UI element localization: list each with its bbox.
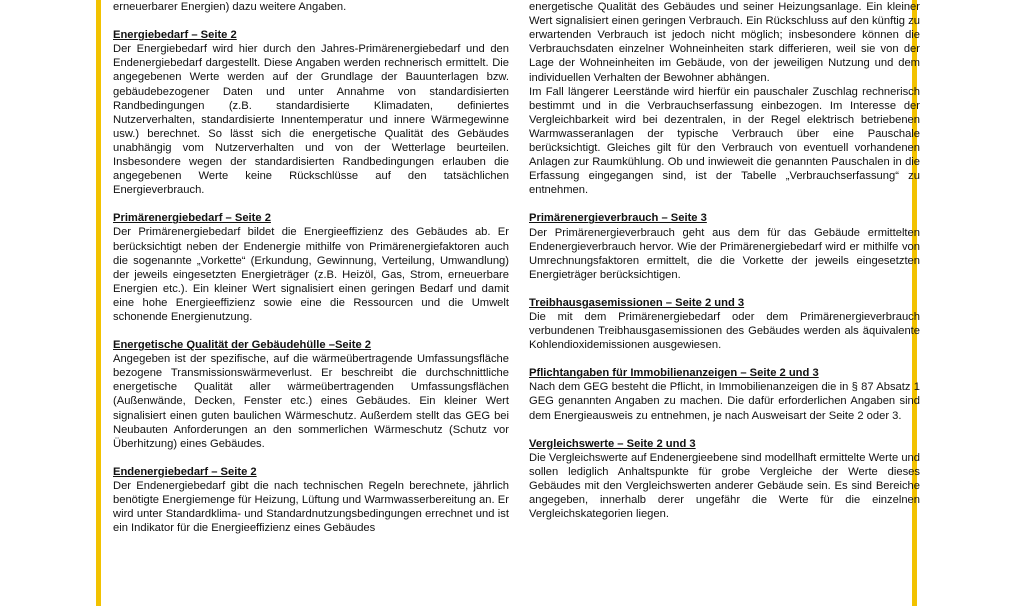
document-page [96,0,920,606]
section-heading: Endenergiebedarf – Seite 2 [113,465,257,478]
section-energiebedarf-seite-2 [113,28,509,197]
section-heading: Energiebedarf – Seite 2 [113,29,237,42]
section-paragraph: Angegeben ist der spezifische, auf die wärmeübertragende Umfassungsfläche bezogene Transmissionswärmeverlust. Er beschreibt die durchschnittliche energetische Qualität aller wärmeübertragenden Umfassungsflächen (Außenwände, Decken, Fenster etc.) eines Gebäudes. Ein kleiner Wert signalisiert einen guten baulichen Wärmeschutz. Außerdem stellt das GEG bei Neubauten Anforderungen an den sommerlichen Wärmeschutz (Schutz vor Überhitzung) eines Gebäudes. [113,353,509,450]
section-heading: Energetische Qualität der Gebäudehülle –Seite 2 [113,339,372,352]
section-heading: Primärenergieverbrauch – Seite 3 [529,212,707,225]
section-paragraph: Der Primärenergieverbrauch geht aus dem für das Gebäude ermittelten Endenergieverbrauch hervor. Wie der Primärenergiebedarf wird er mithilfe von Umrechnungsfaktoren ermittelt, die die Vorkette der jeweils eingesetzten Energieträger berücksichtigen. [529,226,920,281]
section-heading: Treibhausgasemissionen – Seite 2 und 3 [529,296,745,309]
section-heading: Pflichtangaben für Immobilienanzeigen – Seite 2 und 3 [529,367,819,380]
section-endenergiebedarf-seite-2 [113,465,509,535]
section-continued [113,0,509,14]
right-column [529,0,920,535]
section-primaerenergieverbrauch-seite-3 [529,211,920,281]
section-vergleichswerte-seite-2-und-3 [529,437,920,522]
section-paragraph: energetische Qualität des Gebäudes und seiner Heizungsanlage. Ein kleiner Wert signalisiert einen geringen Verbrauch. Ein Rückschluss auf den künftig zu erwartenden Verbrauch ist jedoch nicht möglich; insbesondere können die Verbrauchsdaten einzelner Wohneinheiten stark differieren, weil sie von der Lage der Wohneinheiten im Gebäude, von der jeweiligen Nutzung und dem individuellen Verhalten der Bewohner abhängen. [529,1,920,84]
section-heading: Primärenergiebedarf – Seite 2 [113,212,271,225]
section-paragraph: Nach dem GEG besteht die Pflicht, in Immobilienanzeigen die in § 87 Absatz 1 GEG genannten Angaben zu machen. Die dafür erforderlichen Angaben sind dem Energieausweis zu entnehmen, je nach Ausweisart der Seite 2 oder 3. [529,381,920,422]
section-continued [529,0,920,197]
section-paragraph: erneuerbarer Energien) dazu weitere Angaben. [113,1,347,14]
section-paragraph: Im Fall längerer Leerstände wird hierfür ein pauschaler Zuschlag rechnerisch bestimmt und in die Verbrauchserfassung einbezogen. Im Interesse der Vergleichbarkeit wird bei dezentralen, in der Regel elektrisch betriebenen Warmwasseranlagen der typische Verbrauch über eine Pauschale berücksichtigt. Gleiches gilt für den Verbrauch von eventuell vorhandenen Anlagen zur Raumkühlung. Ob und inwieweit die genannten Pauschalen in die Erfassung eingegangen sind, ist der Tabelle „Verbrauchserfassung“ zu entnehmen. [529,85,920,197]
left-column [113,0,509,549]
section-pflichtangaben-fuer-immobilienanzeigen-seite-2-und-3 [529,366,920,422]
section-paragraph: Der Endenergiebedarf gibt die nach technischen Regeln berechnete, jährlich benötigte Energiemenge für Heizung, Lüftung und Warmwasserbereitung an. Er wird unter Standardklima- und Standardnutzungsbedingungen errechnet und ist ein Indikator für die Energieeffizienz eines Gebäudes [113,479,509,535]
section-treibhausgasemissionen-seite-2-und-3 [529,296,920,352]
section-energetische-qualitaet-der-gebaeudehuelle-seite-2 [113,338,509,451]
section-paragraph: Der Primärenergiebedarf bildet die Energieeffizienz des Gebäudes ab. Er berücksichtigt neben der Endenergie mithilfe von Primärenergiefaktoren auch die sogenannte „Vorkette“ (Erkundung, Gewinnung, Verteilung, Umwandlung) der jeweils eingesetzten Energieträger (z.B. Heizöl, Gas, Strom, erneuerbare Energien etc.). Ein kleiner Wert signalisiert einen geringen Bedarf und damit eine hohe Energieeffizienz sowie eine die Ressourcen und die Umwelt schonende Energienutzung. [113,226,509,323]
section-primaerenergiebedarf-seite-2 [113,211,509,324]
section-paragraph: Die Vergleichswerte auf Endenergieebene sind modellhaft ermittelte Werte und sollen lediglich Anhaltspunkte für grobe Vergleiche der Werte dieses Gebäudes mit den Vergleichswerten anderer Gebäude sein. Es sind Bereiche angegeben, innerhalb derer ungefähr die Werte für die einzelnen Vergleichskategorien liegen. [529,451,920,521]
section-heading: Vergleichswerte – Seite 2 und 3 [529,437,696,450]
section-paragraph: Der Energiebedarf wird hier durch den Jahres-Primärenergiebedarf und den Endenergiebedarf dargestellt. Diese Angaben werden rechnerisch ermittelt. Die angegebenen Werte werden auf der Grundlage der Bauunterlagen bzw. gebäudebezogener Daten und unter Annahme von standardisierten Randbedingungen (z.B. standardisierte Klimadaten, definiertes Nutzerverhalten, standardisierte Innentemperatur und innere Wärmegewinne usw.) berechnet. So lässt sich die energetische Qualität des Gebäudes unabhängig vom Nutzerverhalten und von der Wetterlage beurteilen. Insbesondere wegen der standardisierten Randbedingungen erlauben die angegebenen Werte keine Rückschlüsse auf den tatsächlichen Energieverbrauch. [113,43,509,197]
section-paragraph: Die mit dem Primärenergiebedarf oder dem Primärenergieverbrauch verbundenen Treibhausgasemissionen des Gebäudes werden als äquivalente Kohlendioxidemissionen ausgewiesen. [529,310,920,352]
